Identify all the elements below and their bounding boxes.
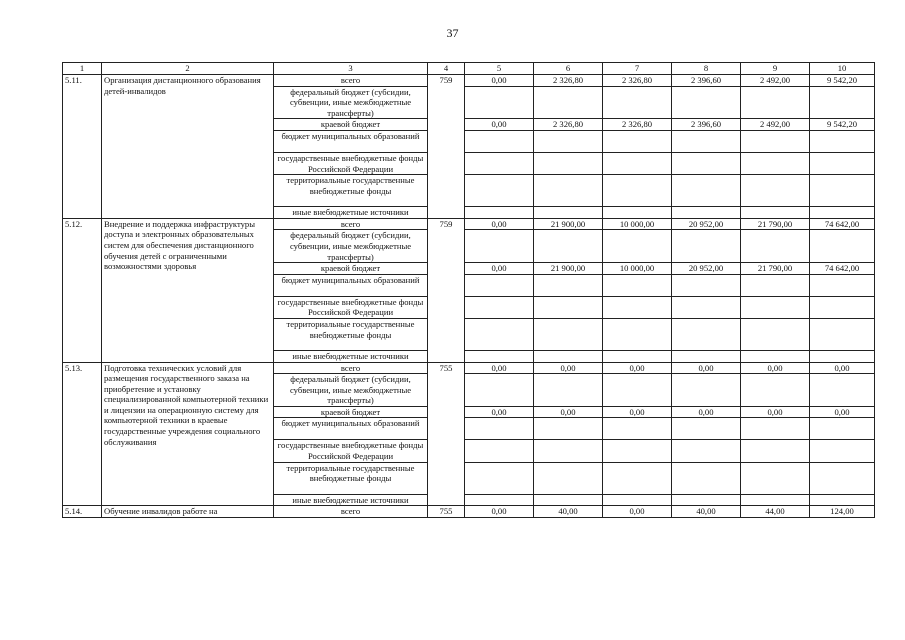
value-cell: 0,00 bbox=[534, 362, 603, 374]
item-number: 5.13. bbox=[63, 362, 102, 506]
value-cell: 0,00 bbox=[465, 506, 534, 518]
value-cell: 74 642,00 bbox=[810, 263, 875, 275]
value-cell: 21 790,00 bbox=[741, 218, 810, 230]
source-label: иные внебюджетные источники bbox=[274, 207, 428, 219]
value-cell: 0,00 bbox=[465, 119, 534, 131]
value-cell: 0,00 bbox=[534, 406, 603, 418]
source-label: федеральный бюджет (субсидии, субвенции, иные межбюджетные трансферты) bbox=[274, 374, 428, 407]
budget-table bbox=[62, 62, 875, 518]
item-number: 5.12. bbox=[63, 218, 102, 362]
value-cell: 0,00 bbox=[465, 263, 534, 275]
source-label: территориальные государственные внебюджетные фонды bbox=[274, 462, 428, 494]
value-cell: 21 900,00 bbox=[534, 263, 603, 275]
item-code: 755 bbox=[428, 362, 465, 506]
value-cell: 9 542,20 bbox=[810, 119, 875, 131]
item-name: Организация дистанционного образования детей-инвалидов bbox=[102, 75, 274, 219]
value-cell: 74 642,00 bbox=[810, 218, 875, 230]
item-code: 759 bbox=[428, 75, 465, 219]
source-label: государственные внебюджетные фонды Российской Федерации bbox=[274, 296, 428, 318]
value-cell: 40,00 bbox=[672, 506, 741, 518]
table-row bbox=[63, 506, 875, 518]
source-label: иные внебюджетные источники bbox=[274, 494, 428, 506]
source-label: всего bbox=[274, 75, 428, 87]
value-cell: 0,00 bbox=[603, 406, 672, 418]
value-cell: 20 952,00 bbox=[672, 263, 741, 275]
page-number: 37 bbox=[446, 26, 459, 40]
source-label: бюджет муниципальных образований bbox=[274, 418, 428, 440]
item-name: Обучение инвалидов работе на bbox=[102, 506, 274, 518]
value-cell: 0,00 bbox=[672, 406, 741, 418]
value-cell: 2 492,00 bbox=[741, 75, 810, 87]
value-cell: 0,00 bbox=[741, 362, 810, 374]
source-label: государственные внебюджетные фонды Российской Федерации bbox=[274, 152, 428, 174]
column-header: 8 bbox=[672, 63, 741, 75]
column-header: 2 bbox=[102, 63, 274, 75]
item-name: Подготовка технических условий для размещения государственного заказа на приобретение и установку специализированной компьютерной техники и лицензии на операционную систему для компьютерной техники в краевые государственные учреждения социального обслуживания bbox=[102, 362, 274, 506]
value-cell: 0,00 bbox=[465, 218, 534, 230]
table-row bbox=[63, 218, 875, 230]
column-header: 6 bbox=[534, 63, 603, 75]
value-cell: 10 000,00 bbox=[603, 218, 672, 230]
value-cell: 2 396,60 bbox=[672, 119, 741, 131]
column-header: 3 bbox=[274, 63, 428, 75]
table-header-row bbox=[63, 63, 875, 75]
item-number: 5.14. bbox=[63, 506, 102, 518]
source-label: всего bbox=[274, 218, 428, 230]
column-header: 10 bbox=[810, 63, 875, 75]
item-name: Внедрение и поддержка инфраструктуры доступа и электронных образовательных систем для обеспечения дистанционного обучения детей с ограниченными возможностями здоровья bbox=[102, 218, 274, 362]
source-label: бюджет муниципальных образований bbox=[274, 274, 428, 296]
value-cell: 0,00 bbox=[810, 406, 875, 418]
item-number: 5.11. bbox=[63, 75, 102, 219]
column-header: 7 bbox=[603, 63, 672, 75]
source-label: территориальные государственные внебюджетные фонды bbox=[274, 175, 428, 207]
value-cell: 2 326,80 bbox=[603, 119, 672, 131]
source-label: краевой бюджет bbox=[274, 263, 428, 275]
value-cell: 0,00 bbox=[810, 362, 875, 374]
source-label: территориальные государственные внебюджетные фонды bbox=[274, 318, 428, 350]
value-cell: 21 790,00 bbox=[741, 263, 810, 275]
table-row bbox=[63, 362, 875, 374]
column-header: 9 bbox=[741, 63, 810, 75]
value-cell: 20 952,00 bbox=[672, 218, 741, 230]
item-code: 755 bbox=[428, 506, 465, 518]
value-cell: 10 000,00 bbox=[603, 263, 672, 275]
value-cell: 2 326,80 bbox=[534, 119, 603, 131]
value-cell: 124,00 bbox=[810, 506, 875, 518]
value-cell: 2 492,00 bbox=[741, 119, 810, 131]
source-label: федеральный бюджет (субсидии, субвенции, иные межбюджетные трансферты) bbox=[274, 86, 428, 119]
value-cell: 44,00 bbox=[741, 506, 810, 518]
value-cell: 40,00 bbox=[534, 506, 603, 518]
value-cell: 2 326,80 bbox=[534, 75, 603, 87]
source-label: всего bbox=[274, 362, 428, 374]
value-cell: 0,00 bbox=[603, 362, 672, 374]
source-label: краевой бюджет bbox=[274, 119, 428, 131]
column-header: 5 bbox=[465, 63, 534, 75]
value-cell: 21 900,00 bbox=[534, 218, 603, 230]
column-header: 4 bbox=[428, 63, 465, 75]
source-label: бюджет муниципальных образований bbox=[274, 130, 428, 152]
value-cell: 0,00 bbox=[603, 506, 672, 518]
value-cell: 0,00 bbox=[465, 362, 534, 374]
item-code: 759 bbox=[428, 218, 465, 362]
source-label: всего bbox=[274, 506, 428, 518]
value-cell: 9 542,20 bbox=[810, 75, 875, 87]
value-cell: 0,00 bbox=[741, 406, 810, 418]
source-label: иные внебюджетные источники bbox=[274, 350, 428, 362]
source-label: государственные внебюджетные фонды Российской Федерации bbox=[274, 440, 428, 462]
table-row bbox=[63, 75, 875, 87]
value-cell: 0,00 bbox=[465, 406, 534, 418]
value-cell: 0,00 bbox=[672, 362, 741, 374]
source-label: краевой бюджет bbox=[274, 406, 428, 418]
source-label: федеральный бюджет (субсидии, субвенции, иные межбюджетные трансферты) bbox=[274, 230, 428, 263]
value-cell: 2 326,80 bbox=[603, 75, 672, 87]
value-cell: 2 396,60 bbox=[672, 75, 741, 87]
column-header: 1 bbox=[63, 63, 102, 75]
value-cell: 0,00 bbox=[465, 75, 534, 87]
